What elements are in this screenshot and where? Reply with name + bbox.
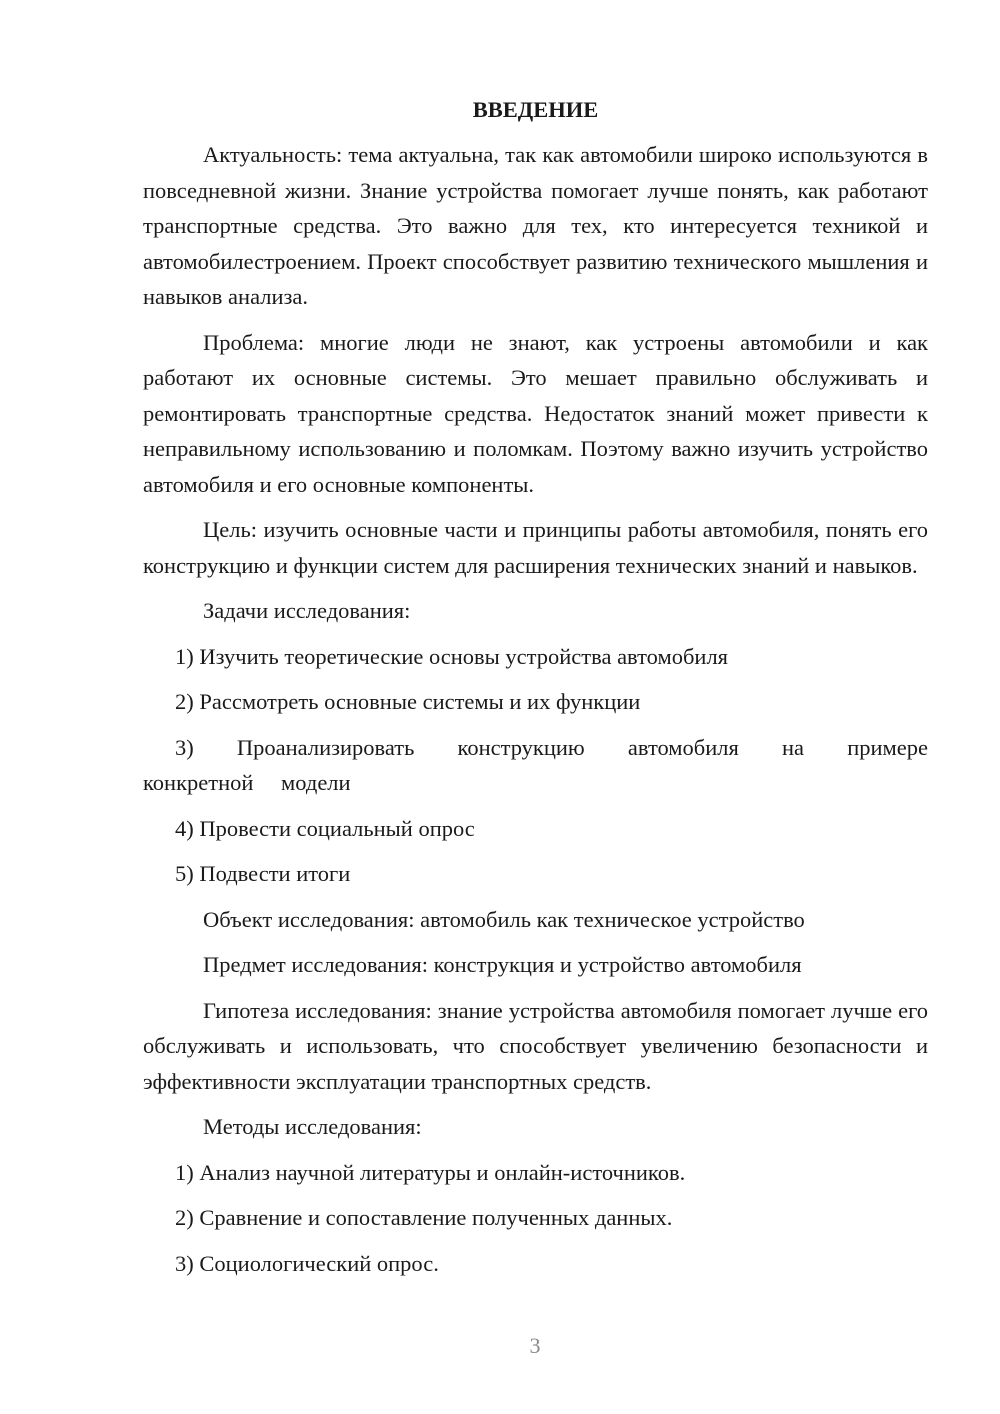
method-item: 2) Сравнение и сопоставление полученных данных. bbox=[175, 1205, 673, 1230]
hypothesis-paragraph: Гипотеза исследования: знание устройства автомобиля помогает лучше его обслуживать и использовать, что способствует увеличению безопасности и эффективности эксплуатации транспортных средств. bbox=[143, 997, 928, 1094]
method-item: 3) Социологический опрос. bbox=[175, 1250, 439, 1276]
relevance-paragraph: Актуальность: тема актуальна, так как автомобили широко используются в повседневной жизни. Знание устройства помогает лучше понять, как работают транспортные средства. Это важно для тех, кто интересуется техникой и автомобилестроением. Проект способствует развитию технического мышления и навыков анализа. bbox=[143, 142, 928, 309]
page-body bbox=[143, 92, 928, 1291]
task-item: 1) Изучить теоретические основы устройства автомобиля bbox=[175, 643, 729, 669]
task-item: 5) Подвести итоги bbox=[175, 861, 351, 886]
task-item: 4) Провести социальный опрос bbox=[175, 815, 475, 841]
methods-heading: Методы исследования: bbox=[203, 1114, 422, 1139]
goal-paragraph: Цель: изучить основные части и принципы работы автомобиля, понять его конструкцию и функции систем для расширения технических знаний и навыков. bbox=[143, 517, 928, 578]
section-title: ВВЕДЕНИЕ bbox=[472, 97, 599, 122]
task-item: 2) Рассмотреть основные системы и их функции bbox=[175, 689, 641, 714]
tasks-heading: Задачи исследования: bbox=[203, 598, 411, 623]
method-item: 1) Анализ научной литературы и онлайн-источников. bbox=[175, 1159, 686, 1185]
page-number: 3 bbox=[529, 1333, 541, 1358]
problem-paragraph: Проблема: многие люди не знают, как устроены автомобили и как работают их основные системы. Это мешает правильно обслуживать и ремонтировать транспортные средства. Недостаток знаний может привести к неправильному использованию и поломкам. Поэтому важно изучить устройство автомобиля и его основные компоненты. bbox=[143, 329, 928, 497]
task-item: 3) Проанализировать конструкцию автомобиля на примере конкретной модели bbox=[143, 734, 928, 795]
research-subject: Предмет исследования: конструкция и устройство автомобиля bbox=[203, 952, 802, 977]
research-object: Объект исследования: автомобиль как техническое устройство bbox=[203, 906, 805, 932]
